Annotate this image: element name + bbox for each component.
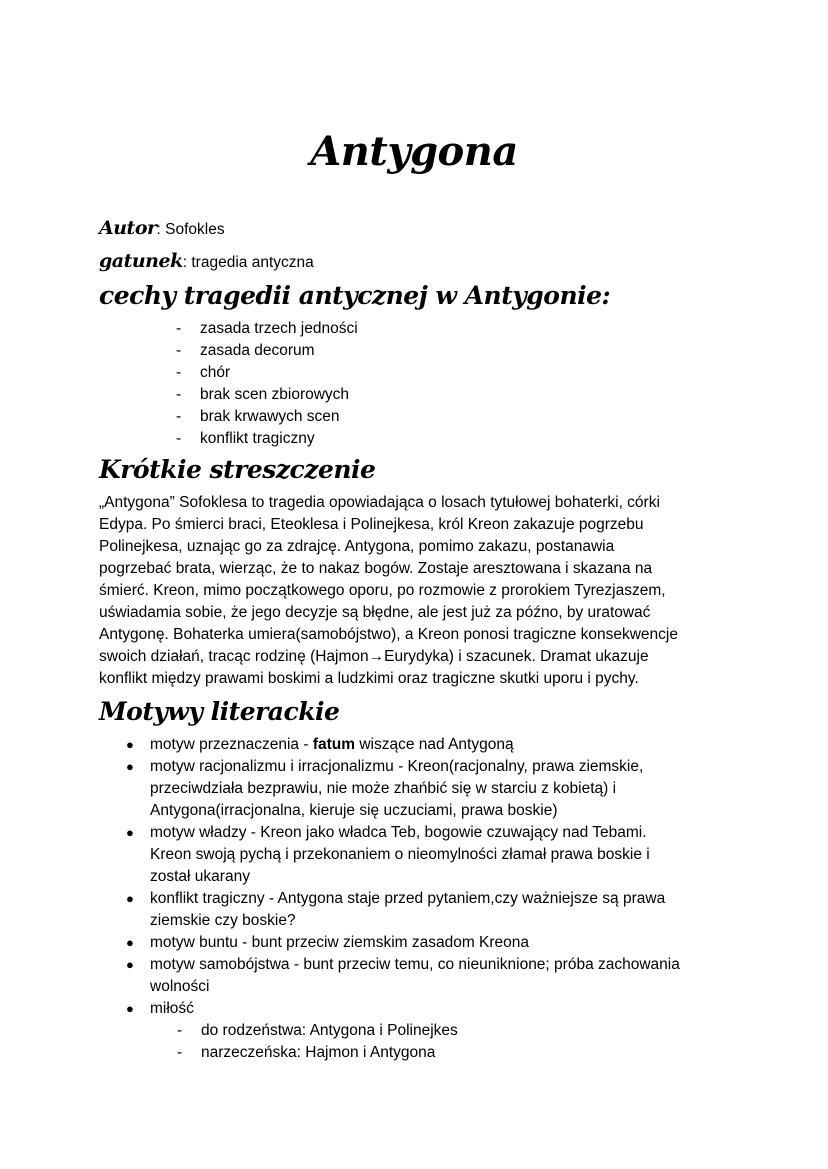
list-item	[99, 932, 680, 954]
list-item	[99, 954, 680, 998]
list-item	[177, 1042, 680, 1064]
motifs-list	[99, 734, 680, 1064]
dash-icon: -	[176, 430, 182, 447]
motif-text: wiszące nad Antygoną	[355, 736, 514, 753]
dash-icon: -	[176, 320, 182, 337]
summary-heading: Krótkie streszczenie	[99, 455, 376, 484]
list-item	[99, 822, 680, 888]
summary-line: Edypa. Po śmierci braci, Eteoklesa i Polinejkesa, król Kreon zakazuje pogrzebu	[99, 516, 644, 533]
motif-bold: fatum	[312, 736, 356, 753]
dash-icon: -	[176, 408, 182, 425]
summary-line: pogrzebać brata, wierząc, że to nakaz bogów. Zostaje aresztowana i skazana na	[99, 560, 653, 577]
list-item-text: konflikt tragiczny	[200, 430, 315, 447]
motif-line: miłość	[150, 1000, 194, 1017]
summary-line: konflikt między prawami boskimi a ludzkimi oraz tragiczne skutki uporu i pychy.	[99, 670, 639, 687]
motif-line: konflikt tragiczny - Antygona staje przed pytaniem,czy ważniejsze są prawa	[150, 890, 666, 907]
motif-text: motyw przeznaczenia -	[150, 736, 313, 753]
summary-line: śmierć. Kreon, mimo początkowego oporu, po rozmowie z prorokiem Tyrezjaszem,	[99, 582, 666, 599]
bullet-icon: ●	[126, 957, 134, 972]
summary-line: swoich działań, tracąc rodzinę (Hajmon→Eurydyka) i szacunek. Dramat ukazuje	[99, 648, 649, 665]
list-item-text: chór	[200, 364, 231, 381]
bullet-icon: ●	[126, 825, 134, 840]
summary-line: Polinejkesa, uznając go za zdrajcę. Antygona, pomimo zakazu, postanawia	[99, 538, 615, 555]
list-item	[177, 1020, 680, 1042]
dash-icon: -	[177, 1022, 183, 1039]
author-label: Autor	[99, 217, 157, 239]
list-item	[176, 340, 358, 362]
motif-line: motyw władzy - Kreon jako władca Teb, bogowie czuwający nad Tebami.	[150, 824, 647, 841]
features-list	[176, 318, 358, 450]
love-sublist	[177, 1020, 680, 1064]
bullet-icon: ●	[126, 759, 134, 774]
motif-line: motyw racjonalizmu i irracjonalizmu - Kreon(racjonalny, prawa ziemskie,	[150, 758, 644, 775]
list-item	[176, 406, 358, 428]
list-item	[176, 384, 358, 406]
motif-line: ziemskie czy boskie?	[150, 912, 296, 929]
summary-line: uświadamia sobie, że jego decyzje są błędne, ale jest już za późno, by uratować	[99, 604, 651, 621]
motif-line: motyw buntu - bunt przeciw ziemskim zasadom Kreona	[150, 934, 530, 951]
summary-line: „Antygona” Sofoklesa to tragedia opowiadająca o losach tytułowej bohaterki, córki	[99, 494, 660, 511]
list-item-text: narzeczeńska: Hajmon i Antygona	[201, 1044, 436, 1061]
genre-line	[99, 250, 314, 274]
list-item	[99, 998, 680, 1064]
motif-line: przeciwdziała bezprawiu, nie może zhańbić się w starciu z kobietą) i	[150, 780, 617, 797]
genre-label: gatunek	[99, 250, 183, 272]
document-title: Antygona	[310, 128, 518, 175]
motif-line: został ukarany	[150, 868, 250, 885]
motif-line: Antygona(irracjonalna, kieruje się uczuciami, prawa boskie)	[150, 802, 558, 819]
motif-line: wolności	[150, 978, 210, 995]
motif-line: motyw samobójstwa - bunt przeciw temu, co nieuniknione; próba zachowania	[150, 956, 680, 973]
list-item-text: zasada trzech jedności	[200, 320, 358, 337]
motifs-heading: Motywy literackie	[99, 697, 340, 726]
list-item-text: do rodzeństwa: Antygona i Polinejkes	[201, 1022, 458, 1039]
features-heading: cechy tragedii antycznej w Antygonie:	[99, 281, 611, 310]
list-item	[176, 428, 358, 450]
list-item-text: zasada decorum	[200, 342, 315, 359]
bullet-icon: ●	[126, 737, 134, 752]
bullet-icon: ●	[126, 935, 134, 950]
list-item-text: brak krwawych scen	[200, 408, 340, 425]
list-item	[99, 888, 680, 932]
dash-icon: -	[176, 364, 182, 381]
author-line	[99, 217, 225, 241]
list-item	[99, 734, 680, 756]
bullet-icon: ●	[126, 1001, 134, 1016]
genre-value: : tragedia antyczna	[182, 254, 314, 271]
dash-icon: -	[176, 386, 182, 403]
list-item	[176, 362, 358, 384]
summary-paragraph	[99, 492, 678, 690]
motif-line: Kreon swoją pychą i przekonaniem o nieomylności złamał prawa boskie i	[150, 846, 650, 863]
bullet-icon: ●	[126, 891, 134, 906]
dash-icon: -	[177, 1044, 183, 1061]
dash-icon: -	[176, 342, 182, 359]
list-item-text: brak scen zbiorowych	[200, 386, 350, 403]
list-item	[176, 318, 358, 340]
author-value: : Sofokles	[156, 221, 225, 238]
list-item	[99, 756, 680, 822]
summary-line: Antygonę. Bohaterka umiera(samobójstwo), a Kreon ponosi tragiczne konsekwencje	[99, 626, 678, 643]
